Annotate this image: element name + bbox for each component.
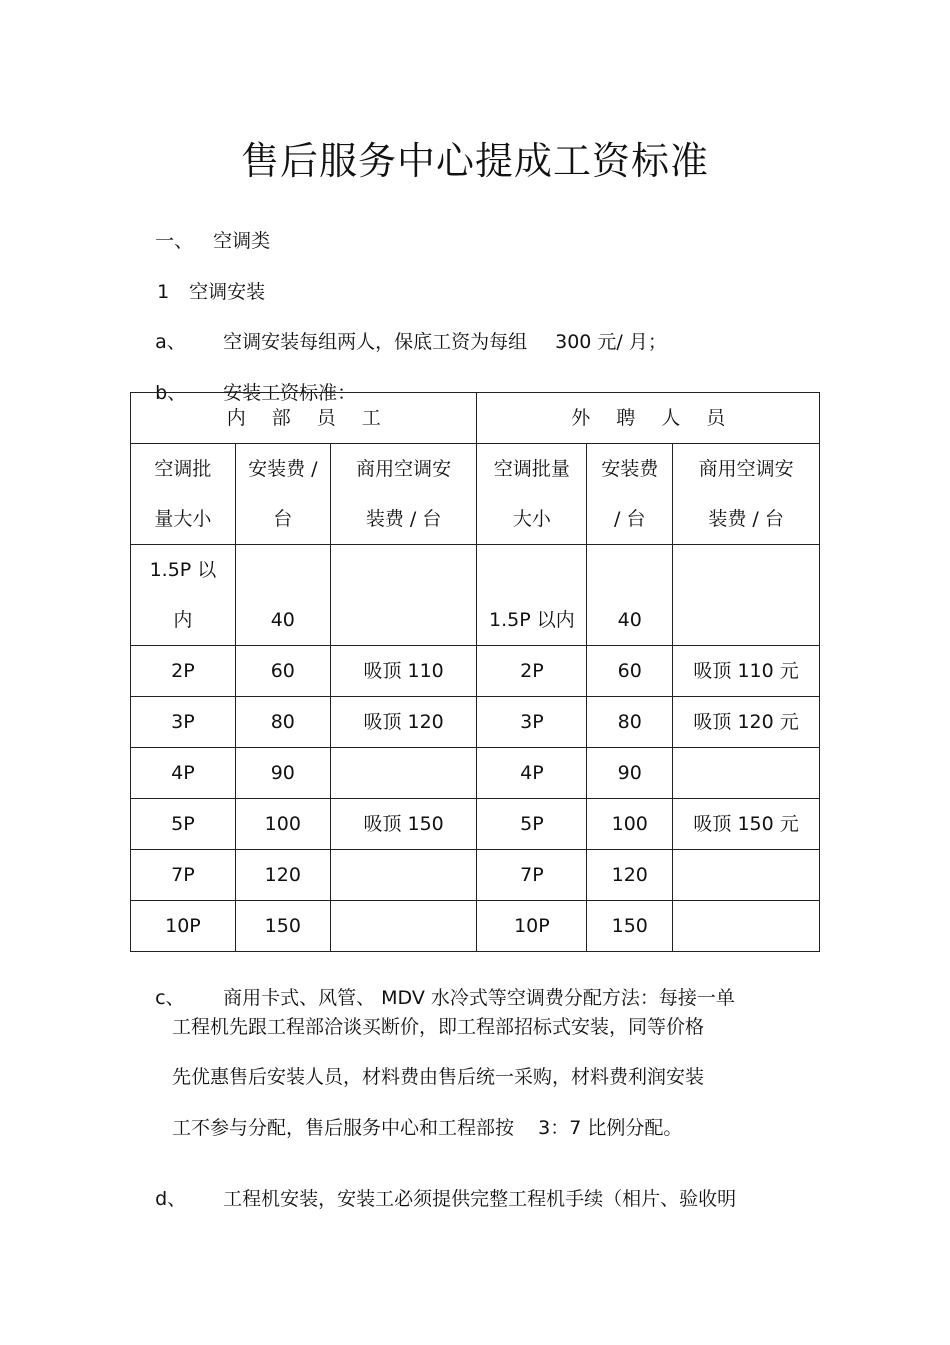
table-cell: 100 (587, 799, 673, 850)
table-cell: 120 (235, 850, 330, 901)
table-cell: 90 (587, 748, 673, 799)
table-cell: 4P (477, 748, 587, 799)
item-a (143, 305, 667, 354)
page-title: 售后服务中心提成工资标准 (240, 139, 709, 183)
col-header: 商用空调安 装费 / 台 (330, 444, 477, 545)
table-cell: 吸顶 120 元 (673, 697, 820, 748)
table-cell: 60 (235, 646, 330, 697)
table-cell: 4P (131, 748, 236, 799)
section-heading (143, 204, 270, 253)
table-cell: 40 (587, 545, 673, 646)
item-c-line-4: 工不参与分配，售后服务中心和工程部按 3：7 比例分配。 (172, 1117, 683, 1139)
table-cell: 1.5P 以内 (477, 545, 587, 646)
item-b-marker: b、 (155, 382, 187, 404)
table-cell: 3P (131, 697, 236, 748)
table-cell: 10P (131, 901, 236, 952)
table-row (131, 646, 820, 697)
table-cell: 150 (587, 901, 673, 952)
item-a-amount: 300 元/ 月； (555, 331, 667, 353)
table-cell: 7P (131, 850, 236, 901)
table-cell (673, 545, 820, 646)
item-c-line-2: 工程机先跟工程部洽谈买断价，即工程部招标式安装，同等价格 (172, 1016, 705, 1038)
table-cell: 5P (131, 799, 236, 850)
fee-table (130, 392, 820, 952)
column-header-row (131, 444, 820, 545)
item-d-text: 工程机安装，安装工必须提供完整工程机手续（相片、验收明 (223, 1188, 737, 1210)
item-a-marker: a、 (155, 331, 186, 353)
table-cell (673, 748, 820, 799)
table-cell: 100 (235, 799, 330, 850)
table-cell (330, 545, 477, 646)
table-cell: 7P (477, 850, 587, 901)
table-row (131, 901, 820, 952)
section-marker: 一、 (155, 230, 194, 252)
table-row (131, 850, 820, 901)
group-external: 外聘人员 (477, 393, 820, 444)
section-text: 空调类 (213, 230, 271, 252)
table-cell: 吸顶 150 (330, 799, 477, 850)
table-cell: 吸顶 120 (330, 697, 477, 748)
table-row (131, 545, 820, 646)
table-row (131, 799, 820, 850)
col-header: 空调批量 大小 (477, 444, 587, 545)
col-header: 空调批 量大小 (131, 444, 236, 545)
table-cell: 120 (587, 850, 673, 901)
table-cell: 3P (477, 697, 587, 748)
item-c-line-3: 先优惠售后安装人员，材料费由售后统一采购，材料费利润安装 (172, 1066, 705, 1088)
table-cell (330, 901, 477, 952)
item-d-marker: d、 (155, 1188, 187, 1210)
group-header-row (131, 393, 820, 444)
col-header: 安装费 / 台 (235, 444, 330, 545)
table-cell: 10P (477, 901, 587, 952)
item-b-text: 安装工资标准： (223, 382, 357, 404)
table-row (131, 748, 820, 799)
subsection-heading (145, 255, 265, 304)
table-cell: 吸顶 150 元 (673, 799, 820, 850)
table-cell: 80 (587, 697, 673, 748)
col-header: 安装费 / 台 (587, 444, 673, 545)
table-cell: 吸顶 110 元 (673, 646, 820, 697)
item-a-text: 空调安装每组两人，保底工资为每组 (223, 331, 528, 353)
item-c (143, 961, 735, 1010)
table-cell: 60 (587, 646, 673, 697)
group-internal: 内部员工 (131, 393, 477, 444)
item-c-line-1: 商用卡式、风管、 MDV 水冷式等空调费分配方法：每接一单 (223, 987, 735, 1009)
table-cell (673, 850, 820, 901)
subsection-marker: 1 (157, 281, 170, 303)
col-header: 商用空调安 装费 / 台 (673, 444, 820, 545)
table-cell: 40 (235, 545, 330, 646)
table-cell (330, 748, 477, 799)
table-row (131, 697, 820, 748)
table-cell (330, 850, 477, 901)
table-cell: 90 (235, 748, 330, 799)
table-cell (673, 901, 820, 952)
table-cell: 2P (131, 646, 236, 697)
table-cell: 150 (235, 901, 330, 952)
item-c-marker: c、 (155, 987, 185, 1009)
table-cell: 80 (235, 697, 330, 748)
table-cell: 吸顶 110 (330, 646, 477, 697)
item-d (143, 1162, 736, 1211)
table-cell: 1.5P 以 内 (131, 545, 236, 646)
table-cell: 5P (477, 799, 587, 850)
table-cell: 2P (477, 646, 587, 697)
subsection-text: 空调安装 (189, 281, 266, 303)
